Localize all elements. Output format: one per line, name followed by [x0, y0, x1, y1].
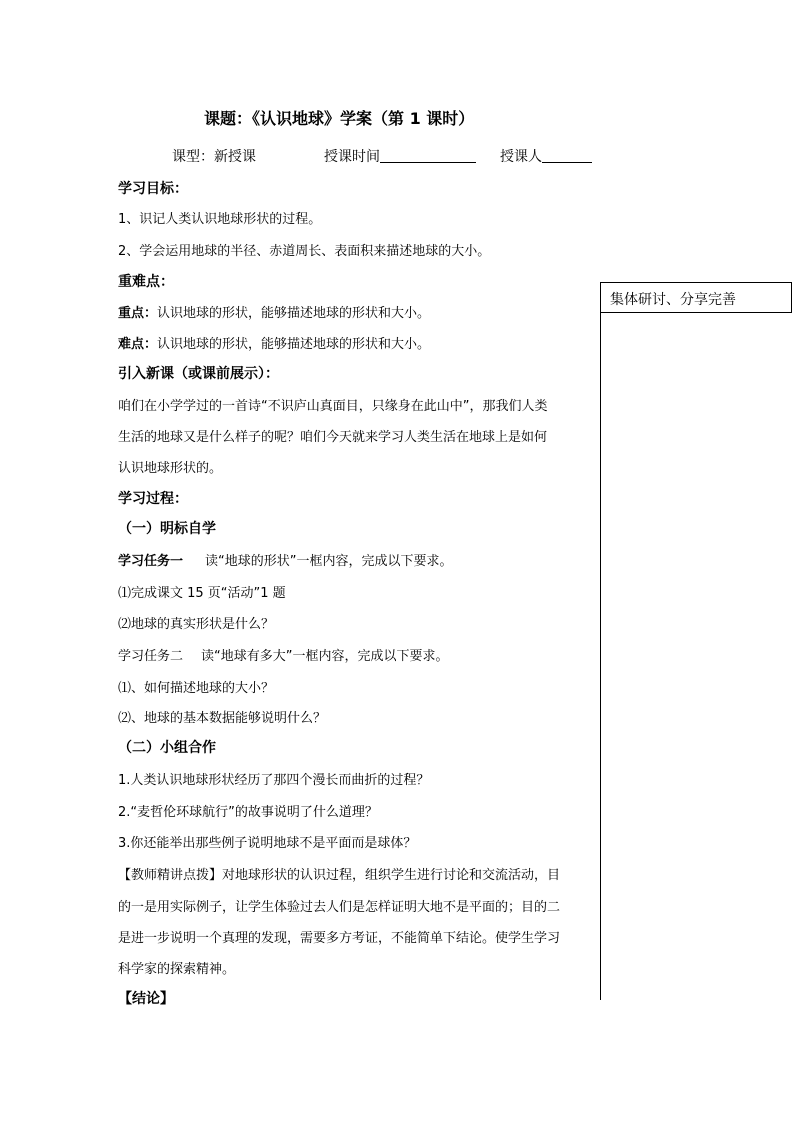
task2-line	[118, 645, 449, 664]
intro-line: 生活的地球又是什么样子的呢？咱们今天就来学习人类生活在地球上是如何	[118, 430, 548, 445]
teacher-note-label: 【教师精讲点拨】	[118, 868, 223, 883]
teacher-note-line: 科学家的探索精神。	[118, 962, 236, 977]
key-points-heading: 重难点：	[118, 274, 174, 290]
sidebar-header: 集体研讨、分享完善	[610, 292, 736, 308]
task1-item: ⑴完成课文 15 页“活动”1 题	[118, 586, 286, 601]
lesson-time-blank	[380, 147, 476, 163]
process-heading: 学习过程：	[118, 491, 188, 507]
task1-line	[118, 550, 453, 569]
task2-text: 读“地球有多大”一框内容，完成以下要求。	[201, 649, 449, 664]
key-point-line	[118, 302, 430, 321]
objectives-heading: 学习目标：	[118, 181, 188, 197]
difficult-point-text: 认识地球的形状，能够描述地球的形状和大小。	[157, 337, 431, 352]
lesson-teacher	[500, 146, 592, 166]
task1-label: 学习任务一	[118, 554, 184, 569]
lesson-teacher-blank	[542, 147, 592, 163]
teacher-note-line: 是进一步说明一个真理的发现，需要多方考证，不能简单下结论。使学生学习	[118, 931, 561, 946]
objective-item: 2、学会运用地球的半径、赤道周长、表面积来描述地球的大小。	[118, 244, 491, 259]
group-question: 2.“麦哲伦环球航行”的故事说明了什么道理？	[118, 805, 378, 820]
page-title: 课题：《认识地球》学案（第 1 课时）	[204, 109, 475, 128]
objective-item: 1、识记人类认识地球形状的过程。	[118, 212, 322, 227]
group-question: 3.你还能举出那些例子说明地球不是平面而是球体？	[118, 836, 417, 851]
teacher-note-text: 对地球形状的认识过程，组织学生进行讨论和交流活动，目	[222, 868, 561, 883]
teacher-note-line: 的一是用实际例子，让学生体验过去人们是怎样证明大地不是平面的；目的二	[118, 900, 561, 915]
group-question: 1.人类认识地球形状经历了那四个漫长而曲折的过程？	[118, 773, 430, 788]
part1-heading: （一）明标自学	[118, 521, 216, 537]
intro-heading: 引入新课（或课前展示）：	[118, 366, 279, 382]
lesson-type: 课型：新授课	[172, 149, 256, 165]
lesson-teacher-label: 授课人	[500, 149, 542, 165]
task2-label: 学习任务二	[118, 649, 184, 664]
task2-item: ⑴、如何描述地球的大小？	[118, 681, 275, 696]
intro-line: 咱们在小学学过的一首诗“不识庐山真面目，只缘身在此山中”，那我们人类	[118, 399, 548, 414]
key-point-label: 重点：	[118, 306, 158, 321]
task2-item: ⑵、地球的基本数据能够说明什么？	[118, 711, 327, 726]
task1-item: ⑵地球的真实形状是什么？	[118, 617, 275, 632]
conclusion-label: 【结论】	[118, 991, 174, 1007]
lesson-time-label: 授课时间	[324, 149, 380, 165]
difficult-point-line	[118, 333, 430, 352]
key-point-text: 认识地球的形状，能够描述地球的形状和大小。	[157, 306, 431, 321]
sidebar-divider	[600, 312, 601, 1000]
intro-line: 认识地球形状的。	[118, 461, 223, 476]
sidebar-header-box	[600, 282, 792, 313]
teacher-note-line	[118, 864, 560, 883]
part2-heading: （二）小组合作	[118, 740, 216, 756]
difficult-point-label: 难点：	[118, 337, 158, 352]
task1-text: 读“地球的形状”一框内容，完成以下要求。	[205, 554, 453, 569]
lesson-time	[324, 146, 476, 166]
